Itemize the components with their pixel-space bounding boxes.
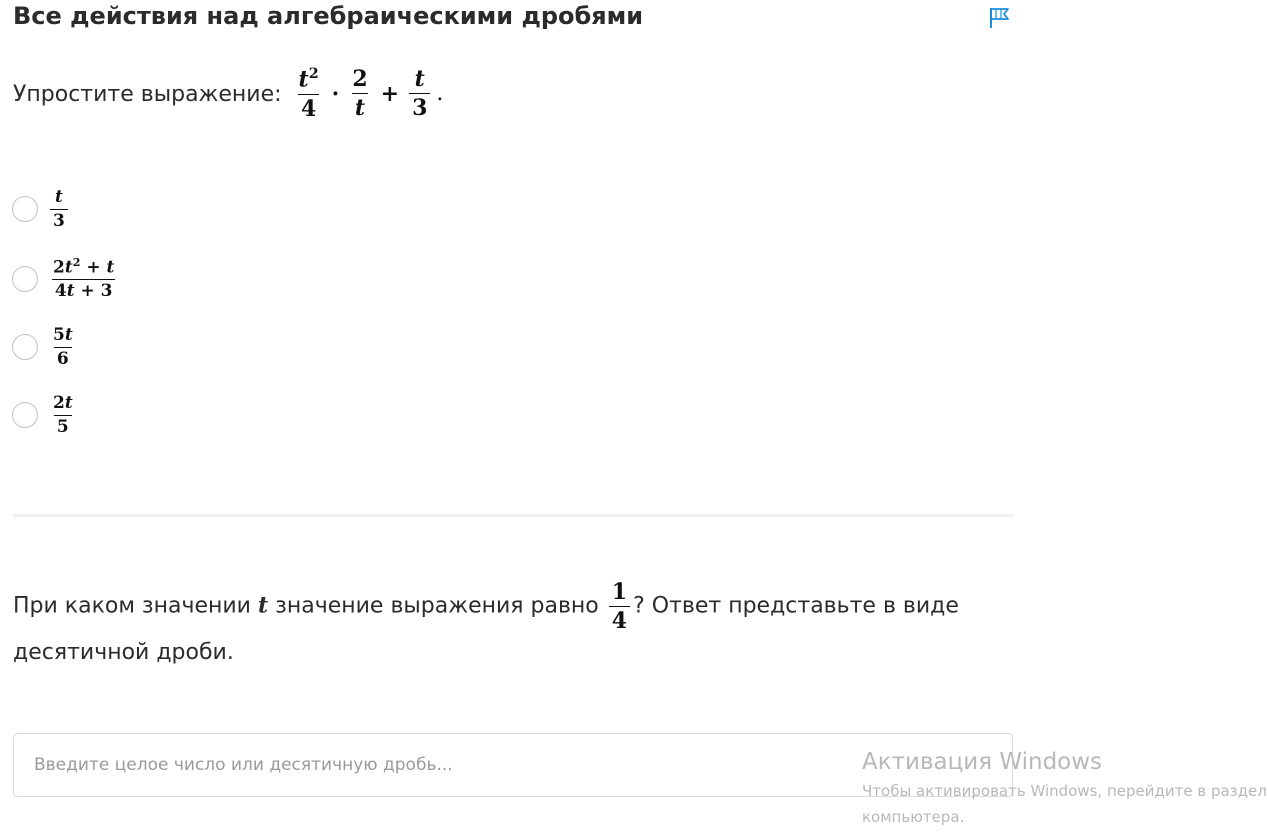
expr-fraction-3: $\frac{t}{3}$ bbox=[409, 67, 430, 120]
answer-option-2[interactable] bbox=[12, 257, 123, 301]
expr-operator: · bbox=[331, 80, 340, 107]
question1-text bbox=[13, 60, 443, 128]
answer-option-1[interactable] bbox=[12, 188, 74, 230]
expr-period: . bbox=[436, 81, 444, 107]
expr-operator: + bbox=[380, 80, 400, 107]
option-fraction: $\frac{2t^2 + t}{4t + 3}$ bbox=[53, 256, 115, 302]
answer-field[interactable] bbox=[13, 733, 1013, 797]
answer-option-3[interactable] bbox=[12, 326, 82, 368]
radio-button[interactable] bbox=[12, 334, 38, 360]
expr-fraction-1: $\frac{t^2}{4}$ bbox=[298, 66, 319, 122]
variable-t: t bbox=[257, 592, 269, 619]
option-fraction: $\frac{5t}{6}$ bbox=[53, 325, 73, 369]
windows-activation-watermark: Активация Windows Чтобы активировать Windows, перейдите в раздел компьютера. bbox=[862, 749, 1267, 826]
page-title: Все действия над алгебраическими дробями bbox=[13, 2, 644, 30]
question2-fraction: $\frac{1}{4}$ bbox=[609, 580, 630, 633]
flag-icon[interactable] bbox=[987, 6, 1013, 30]
question1-expression bbox=[290, 67, 444, 121]
option-fraction: $\frac{t}{3}$ bbox=[50, 188, 68, 230]
option-fraction: $\frac{2t}{5}$ bbox=[53, 393, 73, 437]
divider bbox=[13, 514, 1013, 517]
question1-prompt: Упростите выражение: bbox=[13, 81, 282, 107]
question2-text: При каком значении t значение выражения равно $\frac{1}{4}$ ? Ответ представьте в виде десятичной дроби. bbox=[13, 579, 959, 666]
radio-button[interactable] bbox=[12, 196, 38, 222]
answer-input[interactable] bbox=[14, 734, 814, 796]
expr-fraction-2: $\frac{2}{t}$ bbox=[352, 66, 368, 122]
answer-option-4[interactable] bbox=[12, 394, 82, 436]
radio-button[interactable] bbox=[12, 266, 38, 292]
radio-button[interactable] bbox=[12, 402, 38, 428]
